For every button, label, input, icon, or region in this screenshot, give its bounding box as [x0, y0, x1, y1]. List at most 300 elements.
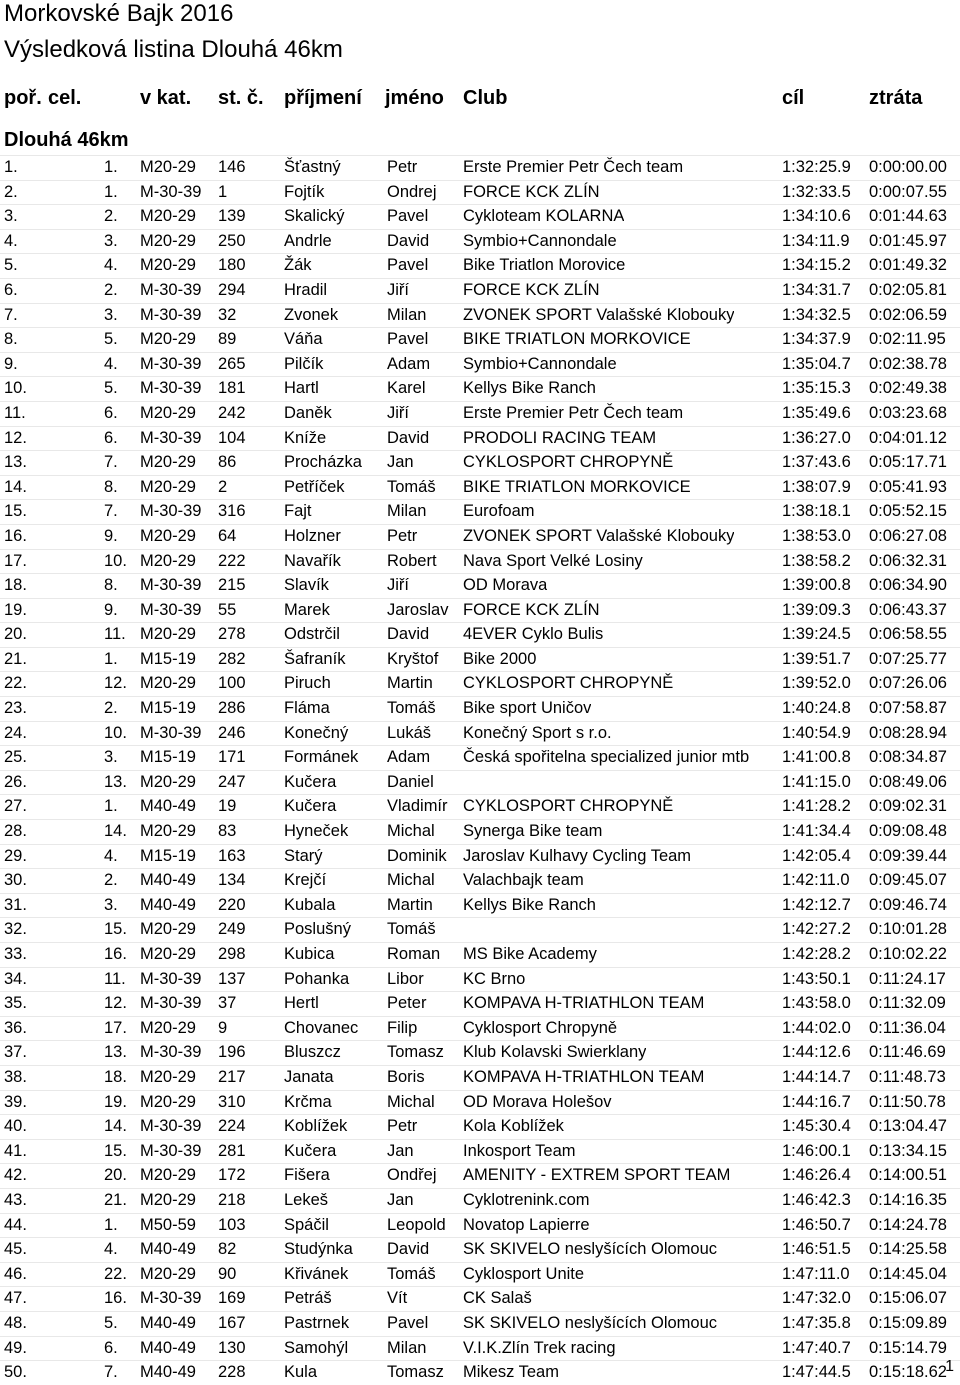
cell-finish-time: 1:37:43.6: [782, 453, 851, 472]
cell-category-position: 11.: [104, 625, 126, 644]
table-row: [0, 1336, 960, 1361]
cell-surname: Skalický: [284, 207, 345, 226]
cell-club: BIKE TRIATLON MORKOVICE: [463, 330, 691, 349]
cell-finish-time: 1:36:27.0: [782, 428, 851, 447]
cell-start-number: 2: [218, 477, 228, 496]
cell-first-name: Pavel: [387, 1313, 429, 1332]
cell-category-position: 15.: [104, 920, 127, 939]
cell-first-name: Petr: [387, 526, 418, 545]
cell-time-loss: 0:14:25.58: [869, 1240, 947, 1259]
cell-category-position: 7.: [104, 453, 118, 472]
cell-club: Valachbajk team: [463, 871, 584, 890]
cell-category-position: 4.: [104, 846, 118, 865]
table-row: [0, 598, 960, 623]
cell-club: MS Bike Academy: [463, 945, 597, 963]
cell-first-name: Kryštof: [387, 649, 439, 668]
cell-category-position: 14.: [104, 1117, 127, 1136]
cell-first-name: Jan: [387, 1141, 414, 1160]
cell-time-loss: 0:09:02.31: [869, 797, 947, 816]
cell-category: M15-19: [140, 699, 196, 718]
cell-position: 38.: [4, 1067, 27, 1086]
cell-time-loss: 0:06:34.90: [869, 576, 947, 595]
cell-surname: Andrle: [284, 231, 332, 250]
table-row: [0, 1040, 960, 1065]
cell-start-number: 247: [218, 772, 246, 791]
table-row: [0, 1237, 960, 1262]
cell-first-name: Ondřej: [387, 1166, 437, 1185]
cell-surname: Zvonek: [284, 305, 339, 324]
cell-start-number: 172: [218, 1166, 246, 1185]
cell-club: Bike Triatlon Morovice: [463, 256, 626, 275]
cell-finish-time: 1:46:26.4: [782, 1166, 851, 1185]
cell-time-loss: 0:06:32.31: [869, 551, 947, 570]
cell-club: Kellys Bike Ranch: [463, 379, 596, 398]
cell-first-name: Petr: [387, 1117, 418, 1136]
cell-start-number: 82: [218, 1240, 237, 1259]
cell-category: M-30-39: [140, 502, 202, 521]
cell-time-loss: 0:02:38.78: [869, 354, 947, 373]
cell-category-position: 16.: [104, 1289, 127, 1308]
cell-position: 44.: [4, 1215, 27, 1234]
cell-club: OD Morava: [463, 576, 548, 595]
cell-category-position: 3.: [104, 305, 118, 324]
cell-position: 35.: [4, 994, 27, 1013]
cell-finish-time: 1:47:32.0: [782, 1289, 851, 1308]
cell-finish-time: 1:39:52.0: [782, 674, 851, 693]
cell-club: Jaroslav Kulhavy Cycling Team: [463, 846, 692, 865]
cell-time-loss: 0:14:24.78: [869, 1215, 947, 1234]
cell-club: Erste Premier Petr Čech team: [463, 403, 684, 422]
table-row: [0, 475, 960, 500]
cell-category: M20-29: [140, 231, 196, 250]
cell-category: M20-29: [140, 403, 196, 422]
cell-surname: Šťastný: [284, 158, 341, 176]
cell-category: M20-29: [140, 256, 196, 275]
cell-time-loss: 0:05:17.71: [869, 453, 947, 472]
cell-finish-time: 1:34:11.9: [782, 231, 850, 250]
cell-surname: Hradil: [284, 280, 328, 299]
cell-category-position: 5.: [104, 1313, 118, 1332]
cell-time-loss: 0:09:46.74: [869, 895, 947, 914]
cell-position: 9.: [4, 354, 18, 373]
cell-finish-time: 1:40:24.8: [782, 699, 851, 718]
cell-time-loss: 0:05:52.15: [869, 502, 947, 521]
header-jmeno: jméno: [385, 87, 444, 109]
cell-finish-time: 1:32:25.9: [782, 158, 851, 176]
cell-first-name: Jiří: [387, 576, 409, 595]
cell-category: M40-49: [140, 1363, 196, 1382]
cell-position: 13.: [4, 453, 27, 472]
cell-finish-time: 1:42:11.0: [782, 871, 850, 890]
cell-start-number: 249: [218, 920, 246, 939]
cell-category: M20-29: [140, 453, 196, 472]
cell-position: 41.: [4, 1141, 27, 1160]
cell-surname: Žák: [284, 256, 312, 275]
cell-finish-time: 1:47:11.0: [782, 1264, 850, 1283]
cell-position: 8.: [4, 330, 18, 349]
cell-club: SK SKIVELO neslyšících Olomouc: [463, 1240, 718, 1259]
cell-first-name: Tomasz: [387, 1043, 444, 1062]
cell-finish-time: 1:42:28.2: [782, 945, 851, 963]
cell-first-name: Martin: [387, 674, 433, 693]
cell-first-name: Jiří: [387, 403, 409, 422]
cell-start-number: 294: [218, 280, 246, 299]
cell-time-loss: 0:11:32.09: [869, 994, 946, 1013]
cell-category: M20-29: [140, 674, 196, 693]
cell-first-name: Tomáš: [387, 477, 436, 496]
cell-surname: Hertl: [284, 994, 319, 1013]
cell-category: M-30-39: [140, 1043, 202, 1062]
cell-first-name: Boris: [387, 1067, 425, 1086]
cell-category-position: 2.: [104, 699, 118, 718]
cell-club: Bike sport Uničov: [463, 699, 592, 718]
cell-club: FORCE KCK ZLÍN: [463, 280, 600, 299]
cell-category: M-30-39: [140, 182, 202, 201]
cell-start-number: 250: [218, 231, 246, 250]
cell-category-position: 6.: [104, 1338, 118, 1357]
cell-category-position: 22.: [104, 1264, 127, 1283]
table-row: [0, 1188, 960, 1213]
cell-position: 1.: [4, 158, 18, 176]
cell-club: Kellys Bike Ranch: [463, 895, 596, 914]
cell-category-position: 10.: [104, 551, 127, 570]
cell-category-position: 6.: [104, 428, 118, 447]
cell-finish-time: 1:46:50.7: [782, 1215, 851, 1234]
cell-start-number: 89: [218, 330, 237, 349]
header-club: Club: [463, 87, 508, 109]
cell-surname: Kučera: [284, 1141, 337, 1160]
table-row: [0, 721, 960, 746]
section-title: Dlouhá 46km: [4, 129, 129, 151]
cell-surname: Krejčí: [284, 871, 327, 890]
cell-club: Česká spořitelna specialized junior mtb: [463, 748, 750, 767]
table-row: [0, 1286, 960, 1311]
cell-category: M20-29: [140, 1264, 196, 1283]
cell-position: 39.: [4, 1092, 27, 1111]
cell-surname: Kula: [284, 1363, 318, 1382]
cell-finish-time: 1:34:15.2: [782, 256, 851, 275]
cell-surname: Bluszcz: [284, 1043, 341, 1062]
cell-first-name: Karel: [387, 379, 426, 398]
cell-category: M50-59: [140, 1215, 196, 1234]
cell-start-number: 100: [218, 674, 246, 693]
table-row: [0, 1311, 960, 1336]
cell-surname: Křivánek: [284, 1264, 349, 1283]
cell-finish-time: 1:47:35.8: [782, 1313, 851, 1332]
cell-start-number: 242: [218, 403, 246, 422]
cell-finish-time: 1:38:58.2: [782, 551, 851, 570]
cell-category: M20-29: [140, 1092, 196, 1111]
table-row: [0, 401, 960, 426]
cell-surname: Šafraník: [284, 649, 346, 668]
cell-position: 12.: [4, 428, 27, 447]
cell-start-number: 246: [218, 723, 246, 742]
cell-category-position: 17.: [104, 1018, 127, 1037]
cell-surname: Studýnka: [284, 1240, 353, 1259]
cell-surname: Marek: [284, 600, 330, 619]
cell-category: M15-19: [140, 748, 196, 767]
cell-club: Cykloteam KOLARNA: [463, 207, 625, 226]
cell-category: M-30-39: [140, 379, 202, 398]
table-row: [0, 352, 960, 377]
cell-club: Klub Kolavski Swierklany: [463, 1043, 647, 1062]
cell-category: M20-29: [140, 772, 196, 791]
table-row: [0, 868, 960, 893]
cell-finish-time: 1:44:16.7: [782, 1092, 851, 1111]
table-row: [0, 426, 960, 451]
cell-position: 11.: [4, 403, 26, 422]
cell-category: M20-29: [140, 1166, 196, 1185]
cell-first-name: Milan: [387, 1338, 427, 1357]
cell-time-loss: 0:04:01.12: [869, 428, 947, 447]
cell-first-name: Dominik: [387, 846, 447, 865]
cell-start-number: 1: [218, 182, 228, 201]
cell-first-name: Tomáš: [387, 699, 436, 718]
cell-position: 37.: [4, 1043, 27, 1062]
table-row: [0, 278, 960, 303]
cell-position: 27.: [4, 797, 27, 816]
cell-time-loss: 0:14:00.51: [869, 1166, 947, 1185]
cell-start-number: 130: [218, 1338, 246, 1357]
cell-surname: Kučera: [284, 772, 337, 791]
cell-surname: Kučera: [284, 797, 337, 816]
cell-category: M-30-39: [140, 723, 202, 742]
cell-position: 47.: [4, 1289, 27, 1308]
cell-position: 14.: [4, 477, 27, 496]
cell-category: M20-29: [140, 945, 196, 963]
cell-finish-time: 1:39:24.5: [782, 625, 851, 644]
cell-category: M20-29: [140, 1190, 196, 1209]
cell-surname: Fajt: [284, 502, 312, 521]
cell-position: 31.: [4, 895, 27, 914]
table-row: [0, 204, 960, 229]
cell-start-number: 196: [218, 1043, 246, 1062]
cell-surname: Poslušný: [284, 920, 351, 939]
cell-position: 29.: [4, 846, 27, 865]
table-row: [0, 549, 960, 574]
table-row: [0, 450, 960, 475]
cell-category: M-30-39: [140, 280, 202, 299]
cell-first-name: David: [387, 428, 430, 447]
cell-category-position: 4.: [104, 256, 118, 275]
cell-position: 2.: [4, 182, 18, 201]
cell-finish-time: 1:43:58.0: [782, 994, 851, 1013]
cell-club: Nava Sport Velké Losiny: [463, 551, 643, 570]
cell-finish-time: 1:34:31.7: [782, 280, 851, 299]
cell-start-number: 163: [218, 846, 246, 865]
cell-club: Bike 2000: [463, 649, 537, 668]
table-row: [0, 155, 960, 180]
header-kat: v kat.: [140, 87, 192, 109]
cell-club: Cyklotrenink.com: [463, 1190, 590, 1209]
cell-finish-time: 1:39:09.3: [782, 600, 851, 619]
cell-start-number: 169: [218, 1289, 246, 1308]
table-row: [0, 942, 960, 967]
cell-finish-time: 1:42:05.4: [782, 846, 851, 865]
cell-start-number: 139: [218, 207, 246, 226]
cell-club: Erste Premier Petr Čech team: [463, 158, 684, 176]
cell-time-loss: 0:01:44.63: [869, 207, 947, 226]
cell-start-number: 171: [218, 748, 246, 767]
cell-start-number: 228: [218, 1363, 246, 1382]
cell-time-loss: 0:02:06.59: [869, 305, 947, 324]
cell-position: 6.: [4, 280, 18, 299]
cell-time-loss: 0:07:25.77: [869, 649, 947, 668]
cell-finish-time: 1:38:18.1: [782, 502, 851, 521]
cell-surname: Pilčík: [284, 354, 324, 373]
cell-position: 49.: [4, 1338, 27, 1357]
cell-first-name: Leopold: [387, 1215, 446, 1234]
cell-finish-time: 1:35:04.7: [782, 354, 851, 373]
cell-finish-time: 1:39:51.7: [782, 649, 851, 668]
cell-club: CYKLOSPORT CHROPYNĚ: [463, 674, 674, 693]
cell-category-position: 1.: [104, 649, 118, 668]
table-header: [0, 84, 960, 112]
cell-position: 43.: [4, 1190, 27, 1209]
cell-finish-time: 1:34:37.9: [782, 330, 851, 349]
cell-start-number: 215: [218, 576, 246, 595]
cell-finish-time: 1:42:27.2: [782, 920, 851, 939]
cell-surname: Piruch: [284, 674, 331, 693]
cell-time-loss: 0:00:00.00: [869, 158, 947, 176]
cell-position: 17.: [4, 551, 27, 570]
cell-first-name: Petr: [387, 158, 418, 176]
cell-start-number: 217: [218, 1067, 246, 1086]
cell-time-loss: 0:06:43.37: [869, 600, 947, 619]
cell-position: 30.: [4, 871, 27, 890]
cell-category: M-30-39: [140, 428, 202, 447]
cell-surname: Konečný: [284, 723, 349, 742]
cell-position: 46.: [4, 1264, 27, 1283]
cell-category: M20-29: [140, 1067, 196, 1086]
header-prijmeni: příjmení: [284, 87, 362, 109]
cell-club: SK SKIVELO neslyšících Olomouc: [463, 1313, 718, 1332]
cell-finish-time: 1:43:50.1: [782, 969, 851, 988]
cell-club: KC Brno: [463, 969, 526, 988]
cell-category-position: 1.: [104, 1215, 118, 1234]
table-row: [0, 622, 960, 647]
cell-category: M-30-39: [140, 354, 202, 373]
cell-category-position: 6.: [104, 403, 118, 422]
cell-start-number: 104: [218, 428, 246, 447]
table-row: [0, 499, 960, 524]
cell-category-position: 4.: [104, 1240, 118, 1259]
cell-first-name: Jiří: [387, 280, 409, 299]
table-row: [0, 327, 960, 352]
cell-time-loss: 0:06:58.55: [869, 625, 947, 644]
cell-surname: Kníže: [284, 428, 327, 447]
cell-category-position: 12.: [104, 994, 127, 1013]
cell-start-number: 286: [218, 699, 246, 718]
cell-first-name: Michal: [387, 1092, 435, 1111]
cell-category-position: 11.: [104, 969, 126, 988]
cell-category-position: 5.: [104, 379, 118, 398]
cell-surname: Chovanec: [284, 1018, 359, 1037]
cell-first-name: Pavel: [387, 256, 429, 275]
cell-finish-time: 1:44:02.0: [782, 1018, 851, 1037]
cell-category: M40-49: [140, 797, 196, 816]
cell-club: ZVONEK SPORT Valašské Klobouky: [463, 305, 735, 324]
cell-first-name: Vladimír: [387, 797, 448, 816]
cell-first-name: Milan: [387, 502, 427, 521]
cell-club: PRODOLI RACING TEAM: [463, 428, 657, 447]
cell-start-number: 103: [218, 1215, 246, 1234]
cell-first-name: David: [387, 1240, 430, 1259]
cell-position: 3.: [4, 207, 18, 226]
cell-time-loss: 0:01:49.32: [869, 256, 947, 275]
cell-surname: Samohýl: [284, 1338, 349, 1357]
cell-category-position: 1.: [104, 182, 118, 201]
page-title: Morkovské Bajk 2016: [4, 0, 234, 27]
cell-surname: Pohanka: [284, 969, 350, 988]
table-row: [0, 253, 960, 278]
cell-category-position: 13.: [104, 772, 127, 791]
cell-finish-time: 1:39:00.8: [782, 576, 851, 595]
cell-first-name: Jan: [387, 1190, 414, 1209]
cell-club: Kola Koblížek: [463, 1117, 564, 1136]
table-row: [0, 671, 960, 696]
cell-surname: Kubica: [284, 945, 335, 963]
cell-time-loss: 0:00:07.55: [869, 182, 947, 201]
cell-category-position: 16.: [104, 945, 127, 963]
cell-position: 36.: [4, 1018, 27, 1037]
table-row: [0, 573, 960, 598]
cell-position: 28.: [4, 822, 27, 841]
table-row: [0, 303, 960, 328]
cell-position: 24.: [4, 723, 27, 742]
cell-first-name: Vít: [387, 1289, 408, 1308]
cell-finish-time: 1:44:12.6: [782, 1043, 851, 1062]
table-row: [0, 1213, 960, 1238]
cell-first-name: Tomáš: [387, 920, 436, 939]
cell-category: M-30-39: [140, 576, 202, 595]
cell-surname: Slavík: [284, 576, 329, 595]
table-row: [0, 1090, 960, 1115]
cell-start-number: 9: [218, 1018, 228, 1037]
cell-start-number: 19: [218, 797, 237, 816]
cell-category-position: 10.: [104, 723, 127, 742]
cell-surname: Odstrčil: [284, 625, 340, 644]
cell-start-number: 278: [218, 625, 246, 644]
cell-finish-time: 1:46:00.1: [782, 1141, 851, 1160]
cell-time-loss: 0:08:49.06: [869, 772, 947, 791]
cell-club: KOMPAVA H-TRIATHLON TEAM: [463, 994, 705, 1013]
cell-first-name: Michal: [387, 822, 435, 841]
cell-surname: Pastrnek: [284, 1313, 350, 1332]
table-row: [0, 376, 960, 401]
cell-category-position: 5.: [104, 330, 118, 349]
table-row: [0, 524, 960, 549]
cell-first-name: Daniel: [387, 772, 434, 791]
cell-category-position: 14.: [104, 822, 127, 841]
cell-surname: Petráš: [284, 1289, 332, 1308]
cell-surname: Formánek: [284, 748, 359, 767]
cell-club: Inkosport Team: [463, 1141, 576, 1160]
cell-category: M-30-39: [140, 1117, 202, 1136]
cell-category: M15-19: [140, 649, 196, 668]
cell-club: AMENITY - EXTREM SPORT TEAM: [463, 1166, 731, 1185]
cell-club: CK Salaš: [463, 1289, 532, 1308]
cell-start-number: 265: [218, 354, 246, 373]
cell-club: V.I.K.Zlín Trek racing: [463, 1338, 616, 1357]
cell-club: CYKLOSPORT CHROPYNĚ: [463, 453, 674, 472]
cell-category-position: 2.: [104, 280, 118, 299]
cell-time-loss: 0:02:11.95: [869, 330, 946, 349]
cell-first-name: Tomáš: [387, 1264, 436, 1283]
table-row: [0, 770, 960, 795]
cell-start-number: 90: [218, 1264, 237, 1283]
cell-start-number: 83: [218, 822, 237, 841]
